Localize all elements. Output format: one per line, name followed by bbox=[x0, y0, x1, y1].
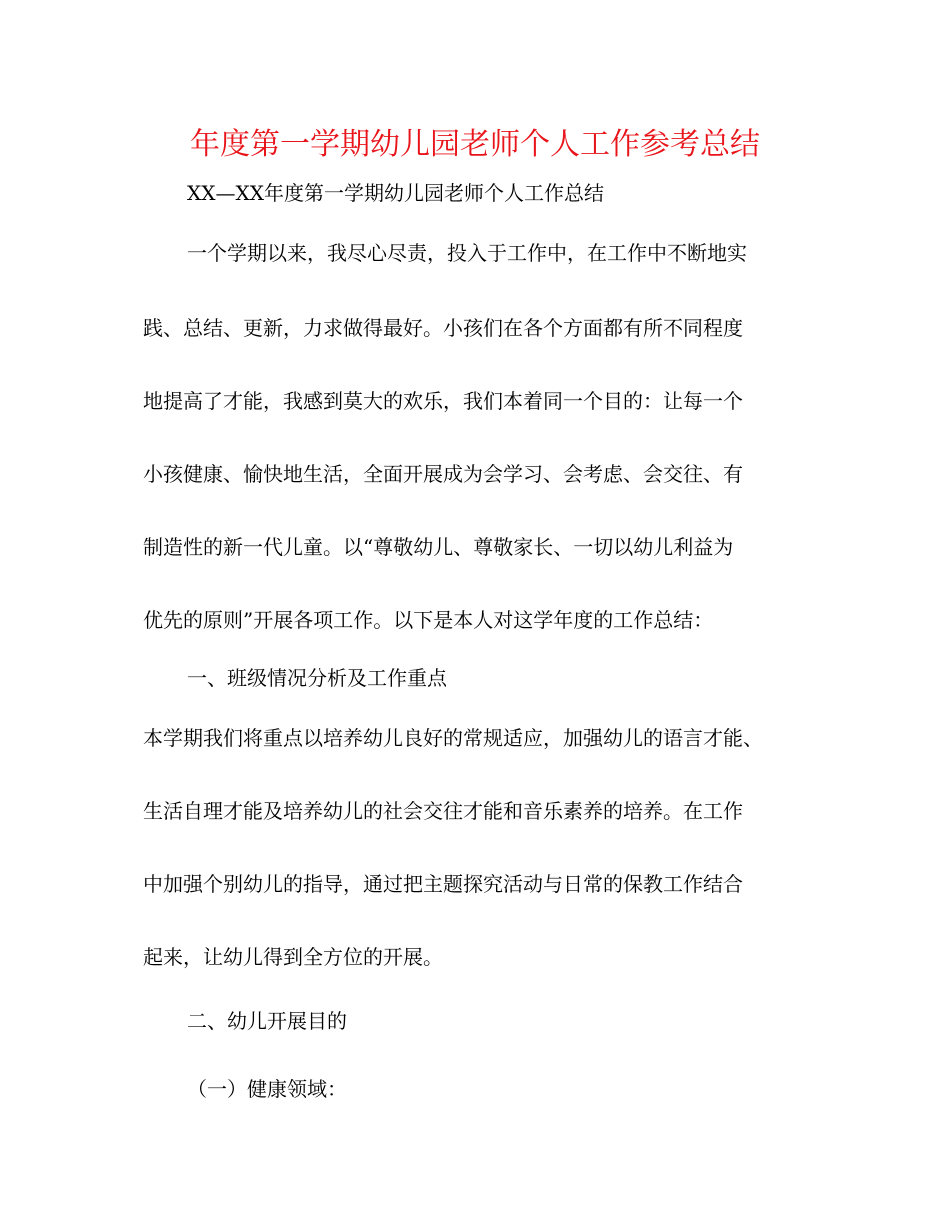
section-1-line-4: 起来，让幼儿得到全方位的开展。 bbox=[143, 945, 443, 969]
document-title: 年度第一学期幼儿园老师个人工作参考总结 bbox=[190, 127, 760, 162]
section-2-heading: 二、幼儿开展目的 bbox=[187, 1009, 347, 1033]
document-subtitle: XX—XX年度第一学期幼儿园老师个人工作总结 bbox=[187, 181, 604, 205]
section-1-line-1: 本学期我们将重点以培养幼儿良好的常规适应，加强幼儿的语言才能、 bbox=[143, 726, 763, 750]
intro-line-4: 小孩健康、愉快地生活，全面开展成为会学习、会考虑、会交往、有 bbox=[143, 462, 743, 486]
intro-line-2: 践、总结、更新，力求做得最好。小孩们在各个方面都有所不同程度 bbox=[143, 316, 743, 340]
intro-line-6: 优先的原则”开展各项工作。以下是本人对这学年度的工作总结： bbox=[143, 608, 714, 632]
intro-line-5: 制造性的新一代儿童。以“尊敬幼儿、尊敬家长、一切以幼儿利益为 bbox=[143, 535, 734, 559]
section-1-heading: 一、班级情况分析及工作重点 bbox=[187, 666, 447, 690]
intro-line-3: 地提高了才能，我感到莫大的欢乐，我们本着同一个目的：让每一个 bbox=[143, 389, 743, 413]
intro-line-1: 一个学期以来，我尽心尽责，投入于工作中，在工作中不断地实 bbox=[187, 241, 747, 265]
section-1-line-2: 生活自理才能及培养幼儿的社会交往才能和音乐素养的培养。在工作 bbox=[143, 799, 743, 823]
subsection-1-heading: （一）健康领域： bbox=[187, 1077, 347, 1101]
section-1-line-3: 中加强个别幼儿的指导，通过把主题探究活动与日常的保教工作结合 bbox=[143, 872, 743, 896]
